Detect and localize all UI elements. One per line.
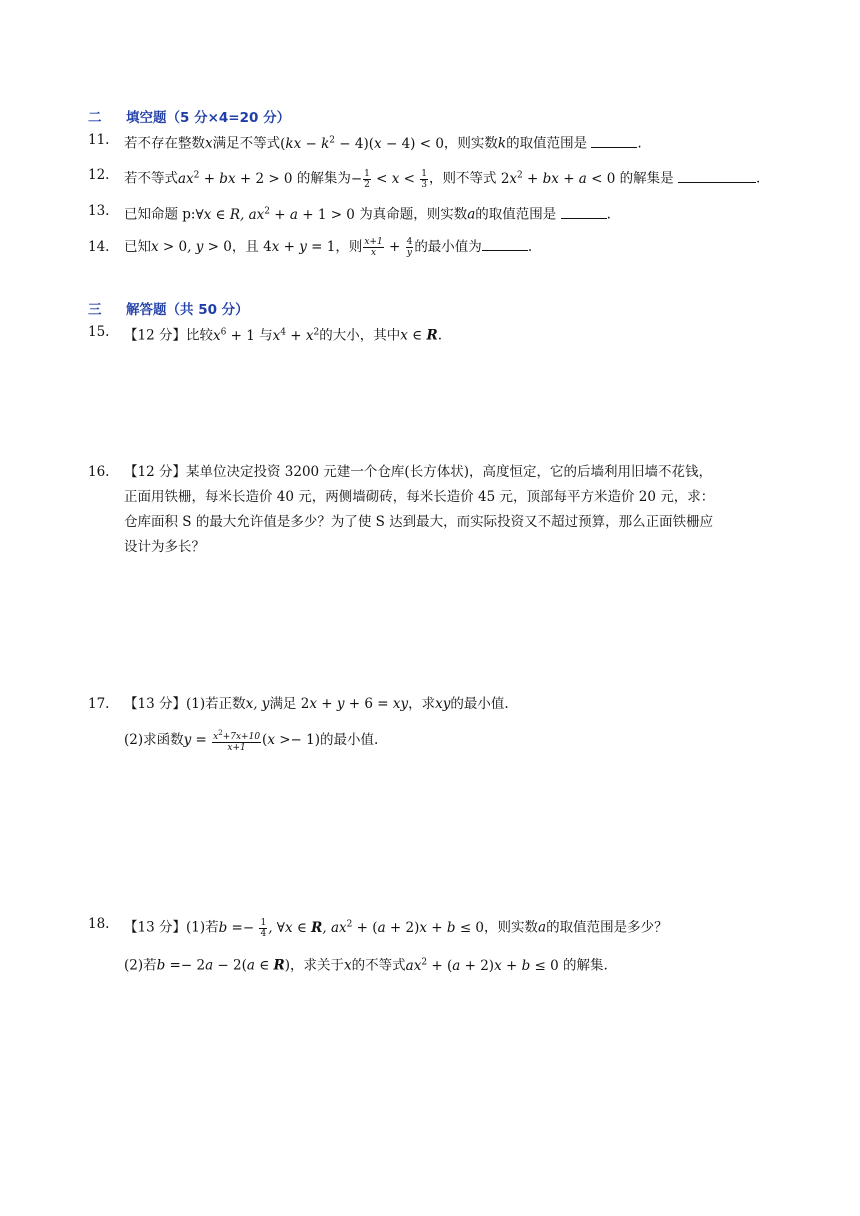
question-text: ，求关于	[290, 957, 345, 974]
question-text: 的取值范围是	[475, 206, 557, 223]
question-text: ，则实数	[443, 135, 498, 152]
question-text: 满足不等式	[212, 135, 281, 152]
score-label: 【13 分】	[124, 696, 186, 712]
question-text: ，求	[408, 696, 436, 712]
score-label: 【12 分】	[124, 464, 186, 480]
question-text: 比较	[185, 327, 213, 344]
section-title: 解答题（共 50 分）	[126, 302, 249, 318]
question-number: 16.	[88, 464, 110, 480]
answer-blank[interactable]	[561, 204, 607, 219]
question-number: 17.	[88, 696, 110, 712]
score-label: 【13 分】	[124, 919, 186, 936]
section-number: 二	[88, 110, 102, 126]
question-text: ，且	[231, 239, 259, 255]
question-13	[88, 199, 800, 227]
question-text: 正面用铁栅，每米长造价 40 元，两侧墙砌砖，每米长造价 45 元，顶部每平方米造价 20 元，求：	[124, 489, 715, 505]
question-text: 为真命题，则实数	[359, 206, 468, 223]
question-11	[88, 128, 800, 156]
section-number: 三	[88, 302, 102, 318]
section-header-fill-in	[88, 106, 290, 126]
question-body: 【13 分】(1)若b =− $\frac{1}{4}$ , ∀x ∈ R, $ax^2 + (a + 2)x + b \le 0$，则实数a的取值范围是多少？	[124, 917, 668, 939]
question-text: 的取值范围是多少？	[546, 919, 668, 936]
question-text: 设计为多长？	[124, 539, 205, 555]
question-text: 已知	[124, 239, 151, 255]
question-number: 11.	[88, 132, 110, 148]
question-16	[88, 460, 800, 560]
question-17-part-2: (2)求函数y = $\frac{x^2+7x+10}{x+1}$ (x >− 1)的最小值.	[124, 729, 379, 753]
section-title: 填空题（5 分×4=20 分）	[126, 110, 291, 126]
question-text: 满足	[269, 696, 297, 712]
question-text: 的最小值.	[450, 696, 509, 712]
question-text: 的解集.	[563, 957, 608, 974]
answer-blank[interactable]	[678, 168, 756, 183]
question-text: 的最小值为	[414, 239, 482, 255]
question-text: 仓库面积 S 的最大允许值是多少？为了使 S 达到最大，而实际投资又不超过预算，那么正面铁栅应	[124, 514, 714, 530]
question-text: ，则不等式	[429, 170, 497, 187]
question-body: 【13 分】(1)若正数x, y满足 2x + y + 6 = xy，求xy的最小值.	[124, 696, 509, 712]
question-body: 已知x > 0, y > 0，且 4x + y = 1，则 $\frac{x+1}{x}$ + $\frac{4}{y}$ 的最小值为 .	[124, 237, 533, 258]
question-text: 与	[259, 327, 273, 344]
question-text: (2)若	[124, 957, 157, 974]
score-label: 【12 分】	[124, 327, 186, 344]
question-number: 14.	[88, 239, 110, 255]
question-text: 某单位决定投资 3200 元建一个仓库(长方体状)，高度恒定，它的后墙利用旧墙不花钱，	[185, 464, 712, 480]
question-18-part-2: (2)若b =− 2a − 2(a ∈ R)，求关于x的不等式$ax^2 + (a + 2)x + b \le 0$ 的解集.	[124, 957, 608, 974]
question-12	[88, 163, 800, 191]
question-text: ，则实数	[484, 919, 539, 936]
section-header-solutions	[88, 298, 249, 318]
question-body: 【12 分】比较$x^6 + 1$ 与$x^4 + x^2$的大小，其中x ∈ R.	[124, 327, 442, 344]
question-15	[88, 320, 800, 348]
question-body: 若不存在整数x满足不等式$(kx - k^2 - 4)(x - 4) < 0$，则实数k的取值范围是 .	[124, 128, 800, 156]
question-text: 的解集为	[296, 170, 351, 187]
question-text: 的取值范围是	[506, 135, 588, 152]
question-number: 18.	[88, 916, 110, 932]
question-text: 的最小值.	[320, 732, 379, 748]
question-number: 13.	[88, 203, 110, 219]
question-text: (1)若	[185, 919, 219, 936]
answer-blank[interactable]	[482, 236, 528, 251]
question-body	[124, 460, 800, 560]
question-text: 的大小，其中	[319, 327, 401, 344]
question-text: 若不等式	[124, 170, 178, 187]
question-17	[88, 692, 800, 716]
question-text: (2)求函数	[124, 732, 184, 748]
question-text: 的解集是	[619, 170, 674, 187]
question-number: 12.	[88, 167, 110, 183]
question-body: 已知命题 p:∀x ∈ R, $ax^2 + a + 1 > 0$ 为真命题，则实数a的取值范围是 .	[124, 199, 800, 227]
question-14	[88, 235, 800, 259]
question-18	[88, 912, 800, 940]
question-text: 的不等式	[351, 957, 406, 974]
question-text: 若不存在整数	[124, 135, 205, 152]
question-text: 已知命题 p:	[124, 206, 196, 223]
question-number: 15.	[88, 324, 110, 340]
question-body: 若不等式$ax^2$ + bx + 2 > 0 的解集为− $\frac{1}{2}$ < x < $\frac{1}{3}$ ，则不等式 $2x^2$ + bx + a < 0 的解集是 .	[124, 168, 761, 190]
question-text: (1)若正数	[185, 696, 246, 712]
question-text: ，则	[335, 239, 363, 255]
answer-blank[interactable]	[591, 133, 637, 148]
